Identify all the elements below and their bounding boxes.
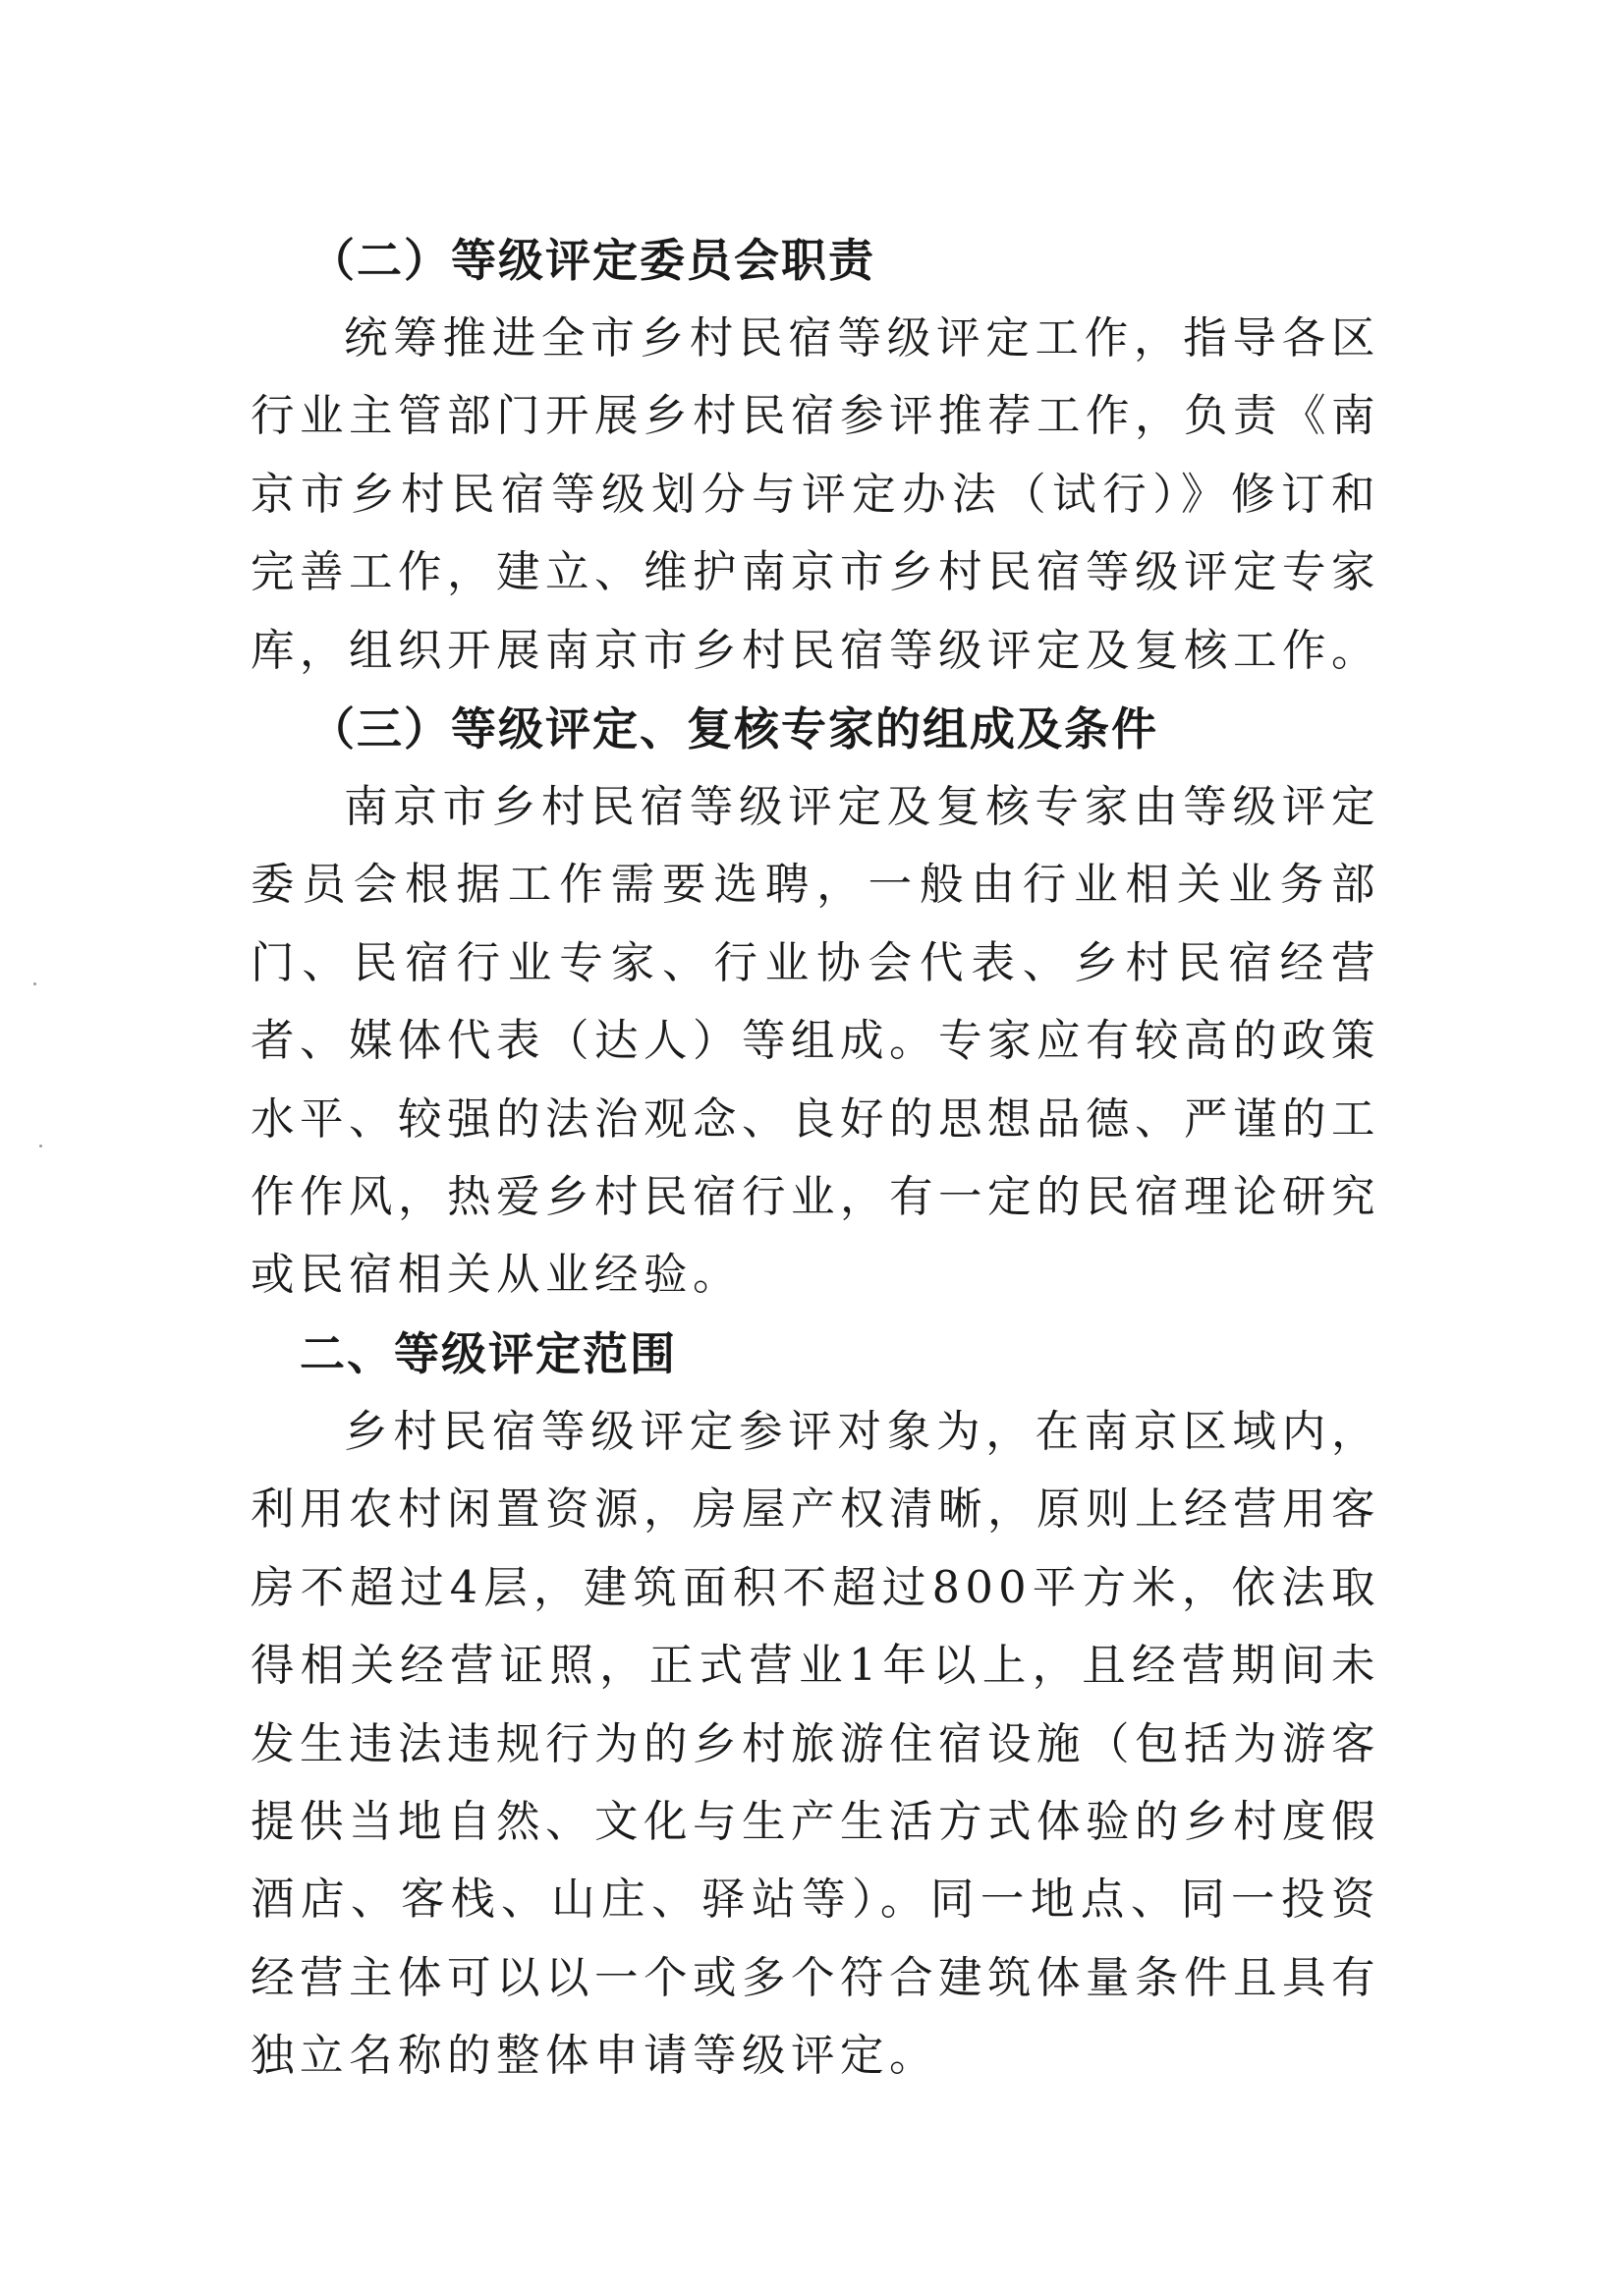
scan-speck xyxy=(33,982,36,985)
paragraph-committee-duties: 统筹推进全市乡村民宿等级评定工作，指导各区行业主管部门开展乡村民宿参评推荐工作，负责《南京市乡村民宿等级划分与评定办法（试行）》修订和完善工作，建立、维护南京市乡村民宿等级评定专家库，组织开展南京市乡村民宿等级评定及复核工作。 xyxy=(251,313,1381,676)
paragraph-evaluation-scope: 乡村民宿等级评定参评对象为，在南京区域内，利用农村闲置资源，房屋产权清晰，原则上经营用客房不超过4层，建筑面积不超过800平方米，依法取得相关经营证照，正式营业1年以上，且经营期间未发生违法违规行为的乡村旅游住宿设施（包括为游客提供当地自然、文化与生产生活方式体验的乡村度假酒店、客栈、山庄、驿站等）。同一地点、同一投资经营主体可以以一个或多个符合建筑体量条件且具有独立名称的整体申请等级评定。 xyxy=(251,1406,1381,2082)
section-subheading-committee-duties: （二）等级评定委员会职责 xyxy=(309,234,875,287)
scan-speck xyxy=(39,1145,42,1148)
document-body xyxy=(251,221,1380,2096)
section-heading-evaluation-scope: 二、等级评定范围 xyxy=(300,1326,677,1380)
paragraph-expert-composition: 南京市乡村民宿等级评定及复核专家由等级评定委员会根据工作需要选聘，一般由行业相关业务部门、民宿行业专家、行业协会代表、乡村民宿经营者、媒体代表（达人）等组成。专家应有较高的政策水平、较强的法治观念、良好的思想品德、严谨的工作作风，热爱乡村民宿行业，有一定的民宿理论研究或民宿相关从业经验。 xyxy=(251,782,1381,1301)
section-subheading-expert-composition: （三）等级评定、复核专家的组成及条件 xyxy=(309,702,1158,756)
